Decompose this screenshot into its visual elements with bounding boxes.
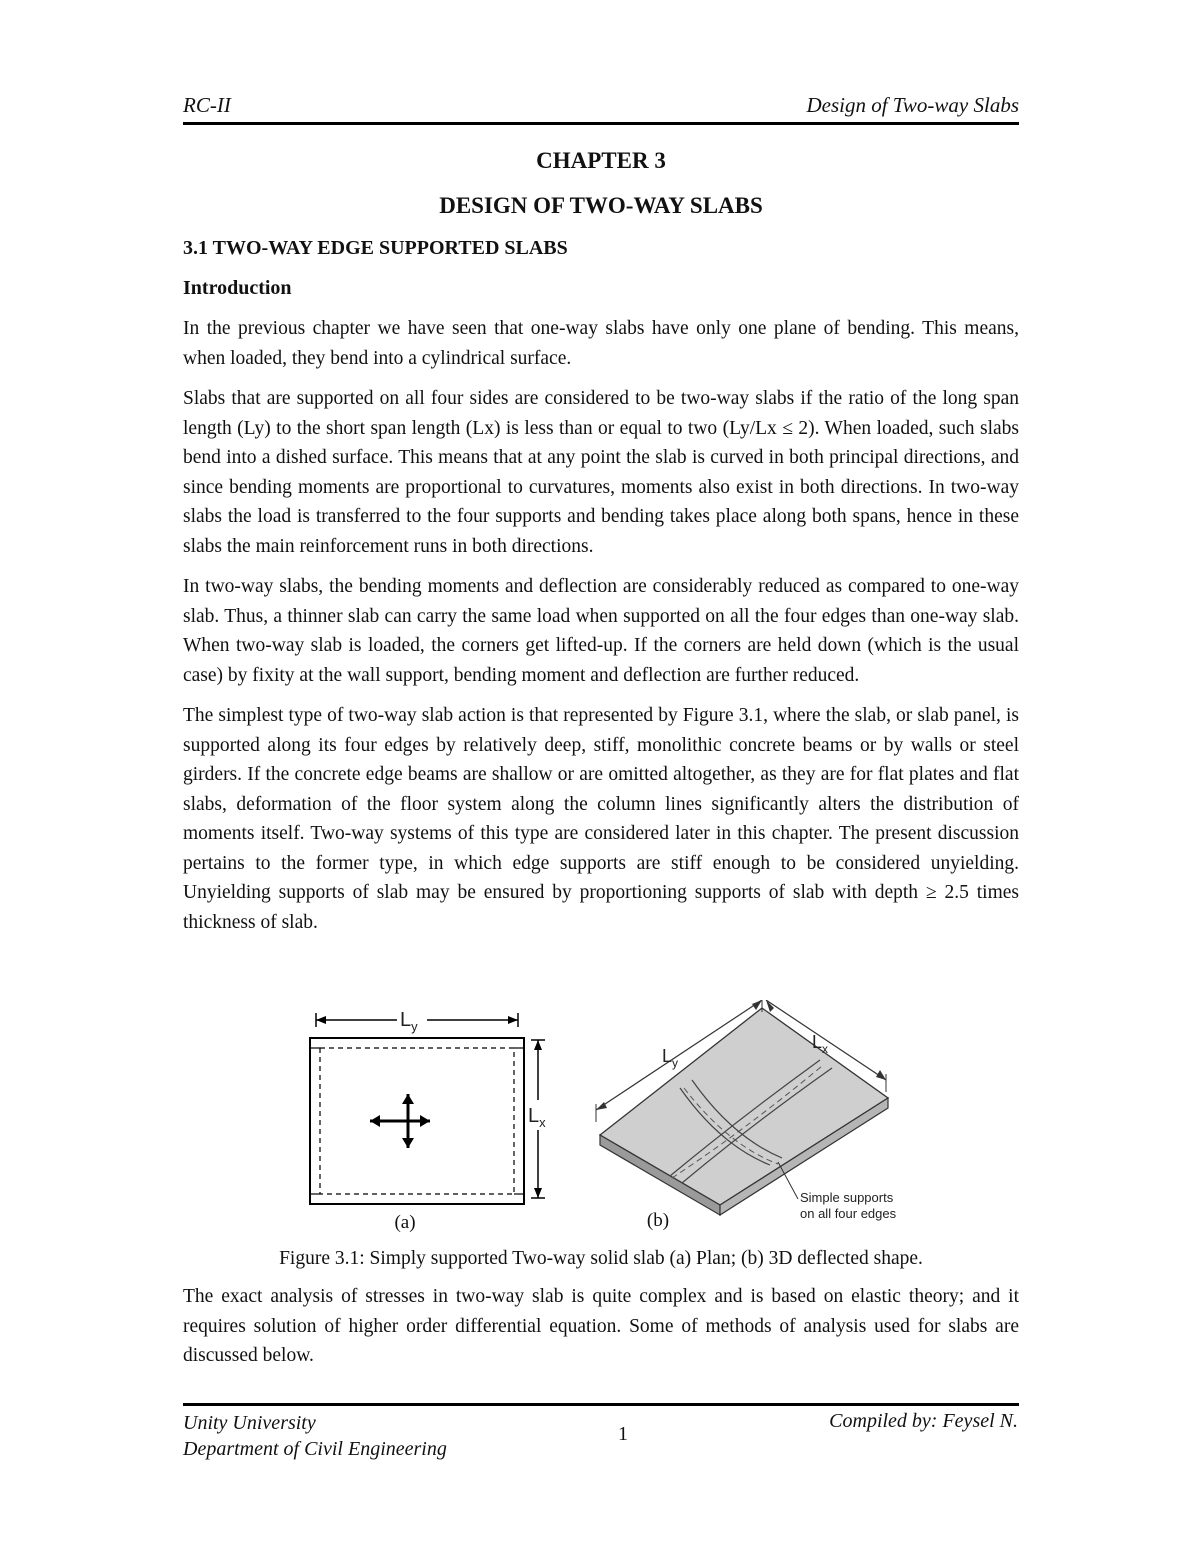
figure-label-a: (a) <box>394 1212 416 1233</box>
deflected-shape-view <box>596 1000 897 1231</box>
body-text-after-figure <box>183 1282 1019 1371</box>
ly-3d-label: $L_y$ <box>662 1046 679 1070</box>
footer-institution <box>183 1410 447 1462</box>
footer-author: Compiled by: Feysel N. <box>829 1410 1018 1432</box>
section-heading: 3.1 TWO-WAY EDGE SUPPORTED SLABS <box>183 237 568 259</box>
paragraph: The exact analysis of stresses in two-way slab is quite complex and is based on elastic theory; and it requires solution of higher order differential equation. Some of methods of analysis used for slabs are discussed below. <box>183 1286 1019 1366</box>
ly-dimension-label: $L_y$ <box>400 1009 418 1034</box>
figure-3-1 <box>300 1000 900 1235</box>
footer-university: Unity University <box>183 1412 316 1434</box>
chapter-subtitle: DESIGN OF TWO-WAY SLABS <box>439 193 763 218</box>
support-note-line1: Simple supports <box>800 1190 894 1205</box>
header-course: RC-II <box>183 93 231 117</box>
paragraph: In two-way slabs, the bending moments and deflection are considerably reduced as compared to one-way slab. Thus, a thinner slab can carry the same load when supported on all the four edges than one-way slab. When two-way slab is loaded, the corners get lifted-up. If the corners are held down (which is the usual case) by fixity at the wall support, bending moment and deflection are further reduced. <box>183 576 1019 686</box>
header-topic: Design of Two-way Slabs <box>806 93 1019 117</box>
plan-view <box>310 1008 556 1233</box>
figure-caption: Figure 3.1: Simply supported Two-way solid slab (a) Plan; (b) 3D deflected shape. <box>279 1248 923 1269</box>
footer-rule <box>183 1403 1019 1406</box>
paragraph: In the previous chapter we have seen that one-way slabs have only one plane of bending. This means, when loaded, they bend into a cylindrical surface. <box>183 318 1019 369</box>
footer-department: Department of Civil Engineering <box>183 1438 447 1460</box>
page-number: 1 <box>618 1423 628 1445</box>
paragraph: Slabs that are supported on all four sides are considered to be two-way slabs if the ratio of the long span length (Ly) to the short span length (Lx) is less than or equal to two (Ly/Lx ≤ 2). When loaded, such slabs bend into a dished surface. This means that at any point the slab is curved in both principal directions, and since bending moments are proportional to curvatures, moments also exist in both directions. In two-way slabs the load is transferred to the four supports and bending takes place along both spans, hence in these slabs the main reinforcement runs in both directions. <box>183 388 1019 557</box>
lx-3d-label: $L_x$ <box>812 1032 829 1056</box>
figure-svg <box>300 1000 900 1235</box>
lx-dimension-label: $L_x$ <box>528 1105 546 1130</box>
body-text <box>183 314 1019 948</box>
chapter-title: CHAPTER 3 <box>536 148 666 173</box>
paragraph: The simplest type of two-way slab action is that represented by Figure 3.1, where the slab, or slab panel, is supported along its four edges by relatively deep, stiff, monolithic concrete beams or by walls or steel girders. If the concrete edge beams are shallow or are omitted altogether, as they are for flat plates and flat slabs, deformation of the floor system along the column lines significantly alters the distribution of moments itself. Two-way systems of this type are considered later in this chapter. The present discussion pertains to the former type, in which edge supports are stiff enough to be considered unyielding. Unyielding supports of slab may be ensured by proportioning supports of slab with depth ≥ 2.5 times thickness of slab. <box>183 705 1019 933</box>
figure-label-b: (b) <box>646 1210 670 1231</box>
introduction-heading: Introduction <box>183 277 292 299</box>
header-rule <box>183 122 1019 125</box>
support-note-line2: on all four edges <box>800 1206 897 1221</box>
